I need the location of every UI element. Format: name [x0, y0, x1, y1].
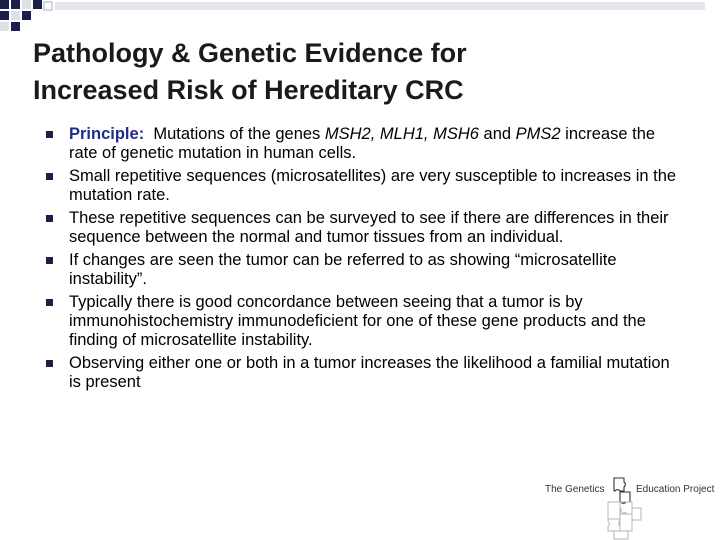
bullet-square-icon [46, 257, 53, 264]
bullet-list [46, 125, 686, 396]
logo-text-left: The Genetics [545, 484, 605, 495]
principle-text-3: increase the rate of genetic mutation in human cells. [69, 125, 656, 162]
bullet-square-icon [46, 215, 53, 222]
square-light [11, 11, 20, 20]
title-line-1: Pathology & Genetic Evidence for [33, 38, 467, 68]
gene-list: MSH2, MLH1, MSH6 [324, 125, 479, 143]
logo-text-right: Education Project [636, 484, 715, 495]
top-bar [55, 2, 705, 10]
square-outline [44, 2, 52, 10]
bullet-square-icon [46, 299, 53, 306]
square-dark [0, 11, 9, 20]
decorative-squares [0, 0, 720, 40]
square-dark [33, 0, 42, 9]
slide-title [33, 35, 673, 109]
bullet-item [46, 354, 686, 392]
square-dark [0, 0, 9, 9]
bullet-text: Small repetitive sequences (microsatellites) are very susceptible to increases in the mutation rate. [69, 167, 677, 204]
bullet-item [46, 293, 686, 350]
bullet-text: These repetitive sequences can be surveyed to see if there are differences in their sequence between the normal and tumor tissues from an individual. [69, 209, 669, 246]
bullet-square-icon [46, 360, 53, 367]
bullet-text: Observing either one or both in a tumor increases the likelihood a familial mutation is present [69, 354, 670, 391]
principle-text-1: Mutations of the genes [144, 125, 325, 143]
bullet-text: If changes are seen the tumor can be referred to as showing “microsatellite instability”. [69, 251, 617, 288]
square-light [0, 22, 9, 31]
bullet-item [46, 251, 686, 289]
bullet-square-icon [46, 173, 53, 180]
title-line-2: Increased Risk of Hereditary CRC [33, 75, 464, 105]
bullet-principle [46, 125, 686, 163]
bullet-square-icon [46, 131, 53, 138]
square-dark [11, 22, 20, 31]
bullet-item [46, 209, 686, 247]
principle-label: Principle: [69, 125, 145, 143]
square-dark [11, 0, 20, 9]
bullet-item [46, 167, 686, 205]
gene-pms2: PMS2 [515, 125, 561, 143]
puzzle-icon [540, 470, 715, 540]
square-light [22, 0, 31, 9]
square-dark [22, 11, 31, 20]
principle-text-2: and [478, 125, 516, 143]
bullet-text: Typically there is good concordance between seeing that a tumor is by immunohistochemistry immunodeficient for one of these gene products and the finding of microsatellite instability. [69, 293, 646, 349]
genetics-education-logo [540, 470, 715, 540]
